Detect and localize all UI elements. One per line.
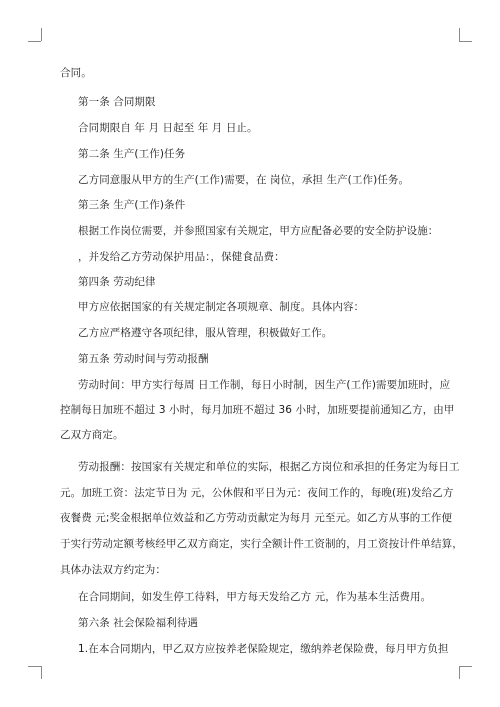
body-line: 控制每日加班不超过 3 小时，每月加班不超过 36 小时，加班要提前通知乙方，由甲 <box>60 404 455 416</box>
body-line: 乙双方商定。 <box>60 429 124 441</box>
crop-mark-bottom-right-h <box>459 666 472 667</box>
body-line: 于实行劳动定额考核经甲乙双方商定，实行全额计件工资制的，月工资按计件单结算， <box>60 538 463 550</box>
article-heading-4: 第四条 劳动纪律 <box>78 276 156 288</box>
body-line: 合同。 <box>60 67 92 79</box>
crop-mark-top-right-h <box>459 41 472 42</box>
body-line: 具体办法双方约定为： <box>60 564 166 576</box>
article-heading-3: 第三条 生产(工作)条件 <box>78 199 186 211</box>
crop-mark-bottom-right-v <box>459 666 460 679</box>
body-line: 在合同期间，如发生停工待料，甲方每天发给乙方 元，作为基本生活费用。 <box>78 591 432 603</box>
crop-mark-top-left-v <box>41 28 42 41</box>
crop-mark-top-right-v <box>459 28 460 41</box>
crop-mark-bottom-left-v <box>41 666 42 679</box>
article-heading-5: 第五条 劳动时间与劳动报酬 <box>78 353 209 365</box>
body-line: 劳动报酬：按国家有关规定和单位的实际，根据乙方岗位和承担的任务定为每日工 <box>78 461 460 473</box>
article-heading-1: 第一条 合同期限 <box>78 96 156 108</box>
body-line: 劳动时间：甲方实行每周 日工作制，每日小时制，因生产(工作)需要加班时，应 <box>78 379 451 391</box>
body-line: 乙方应严格遵守各项纪律，服从管理，积极做好工作。 <box>78 327 333 339</box>
article-heading-2: 第二条 生产(工作)任务 <box>78 148 186 160</box>
crop-mark-bottom-left-h <box>28 666 41 667</box>
body-line: 乙方同意服从甲方的生产(工作)需要，在 岗位，承担 生产(工作)任务。 <box>78 174 410 186</box>
article-heading-6: 第六条 社会保险福利待遇 <box>78 617 199 629</box>
crop-mark-top-left-h <box>28 41 41 42</box>
body-line: 合同期限自 年 月 日起至 年 月 日止。 <box>78 122 258 134</box>
body-line: 根据工作岗位需要，并参照国家有关规定，甲方应配备必要的安全防护设施： <box>78 225 439 237</box>
body-line: 元。加班工资：法定节日为 元，公休假和平日为元：夜间工作的，每晚(班)发给乙方 <box>60 487 454 499</box>
body-line: 1.在本合同期内，甲乙双方应按养老保险规定，缴纳养老保险费，每月甲方负担 <box>78 643 449 655</box>
body-line: ，并发给乙方劳动保护用品：，保健食品费： <box>78 251 285 263</box>
body-line: 夜餐费 元;奖金根据单位效益和乙方劳动贡献定为每月 元至元。如乙方从事的工作便 <box>60 512 453 524</box>
body-line: 甲方应依据国家的有关规定制定各项规章、制度。具体内容： <box>78 301 365 313</box>
